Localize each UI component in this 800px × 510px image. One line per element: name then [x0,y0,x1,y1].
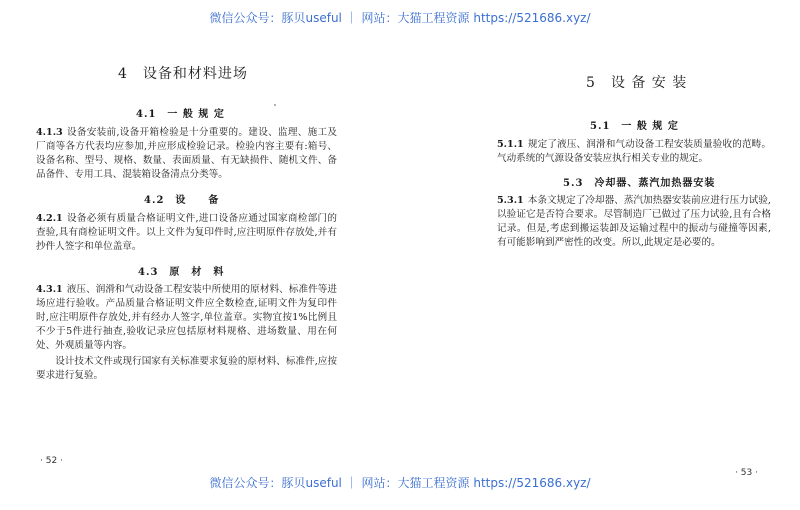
clause-text: 液压、润滑和气动设备工程安装中所使用的原材料、标准件等进场应进行验收。产品质量合格证明文件应全数检查,证明文件为复印件时,应注明原件存放处,并有经办人签字,单位盖章。实物宜按1%比例且不少于5件进行抽查,验收记录应包括原材料规格、进场数量、用在何处、外观质量等内容。 [36,284,337,351]
chapter-5-title: 5 设 备 安 装 [586,75,688,91]
section-heading: 5.3 冷却器、蒸汽加热器安装 [563,178,716,189]
clause-number: 5.3.1 [497,195,524,206]
section-heading: 5.1 一 般 规 定 [590,121,679,132]
clause-text: 设备安装前,设备开箱检验是十分重要的。建设、监理、施工及厂商等各方代表均应参加,并应形成检验记录。检验内容主要有:箱号、设备名称、型号、规格、数量、表面质量、有无缺损件、随机文件、备品备件、专用工具、混装箱设备清点分类等。 [36,127,337,180]
clause-number: 5.1.1 [497,139,524,150]
clause-number: 4.1.3 [36,127,63,138]
page-number-right: · 53 · [735,468,758,478]
chapter-4-title: 4 设备和材料进场 [118,66,248,82]
clause-text: 本条文规定了冷却器、蒸汽加热器安装前应进行压力试验,以验证它是否符合要求。尽管制造厂已做过了压力试验,且有合格记录。但是,考虑到搬运装卸及运输过程中的振动与碰撞等因素,有可能影响到严密性的改变。所以,此规定是必要的。 [497,195,771,248]
clause-paragraph [36,212,337,254]
clause-paragraph [497,194,771,250]
watermark-bottom: 微信公众号：豚贝useful ｜ 网站：大猫工程资源 https://521686.xyz/ [209,476,591,490]
clause-paragraph [36,283,337,353]
section-heading: 4.2 设 备 [144,195,220,206]
section-heading: 4.3 原 材 料 [138,267,225,278]
clause-paragraph [36,126,337,182]
clause-number: 4.2.1 [36,213,63,224]
clause-text: 规定了液压、润滑和气动设备工程安装质量验收的范畴。气动系统的气源设备安装应执行相关专业的规定。 [497,139,771,164]
page-number-left: · 52 · [40,456,63,466]
clause-paragraph [497,138,771,166]
clause-number: 4.3.1 [36,284,63,295]
watermark-top: 微信公众号：豚贝useful ｜ 网站：大猫工程资源 https://521686.xyz/ [209,11,591,25]
clause-paragraph [36,355,337,383]
section-heading: 4.1 一 般 规 定 [136,109,225,120]
right-page [400,0,800,510]
clause-text: 设计技术文件或现行国家有关标准要求复验的原材料、标准件,应按要求进行复验。 [36,356,337,381]
scan-speck [274,104,276,106]
clause-text: 设备必须有质量合格证明文件,进口设备应通过国家商检部门的查验,具有商检证明文件。以上文件为复印件时,应注明原件存放处,并有抄件人签字和单位盖章。 [36,213,337,252]
